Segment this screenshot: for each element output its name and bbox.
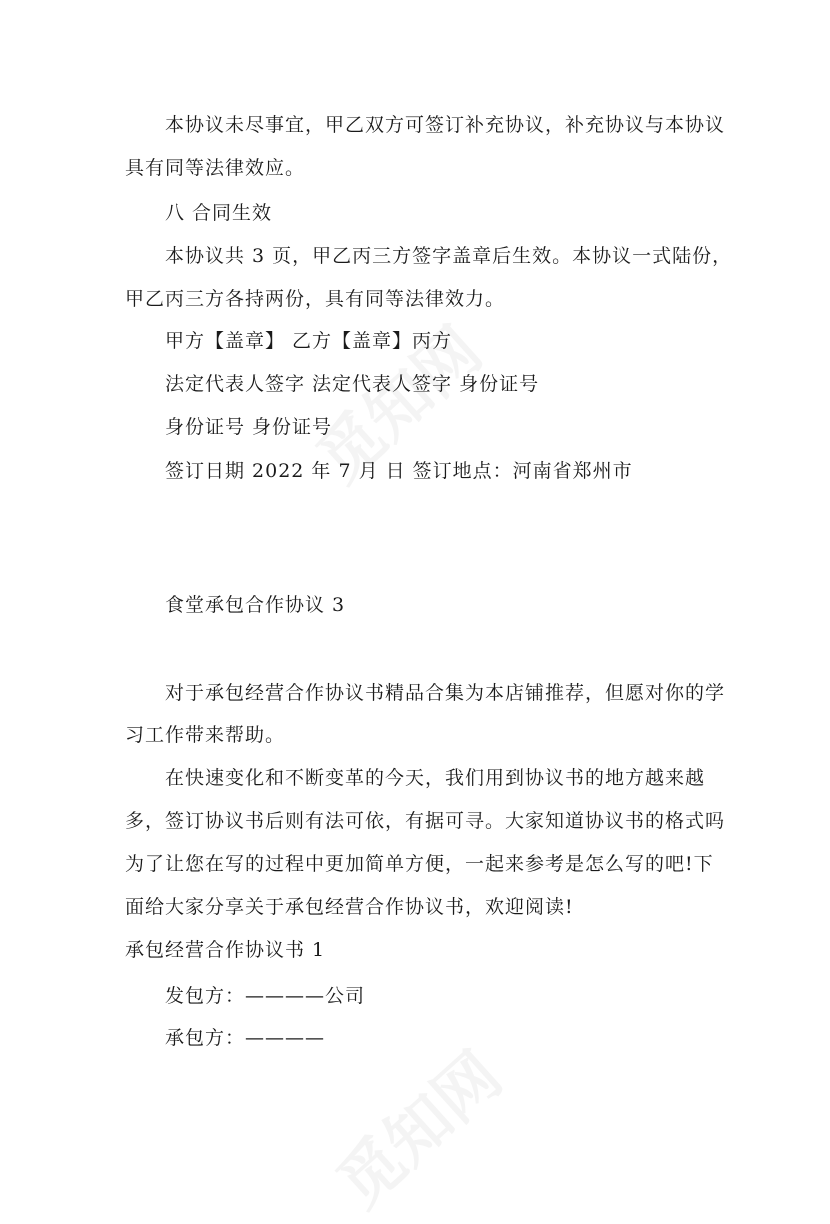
party-contractor-line: 承包方：————: [165, 1027, 326, 1049]
intro-paragraph-line-2: 习工作带来帮助。: [125, 724, 286, 746]
signature-representative-line: 法定代表人签字 法定代表人签字 身份证号: [165, 373, 540, 395]
change-paragraph-line-2: 多，签订协议书后则有法可依，有据可寻。大家知道协议书的格式吗: [125, 810, 726, 832]
supplement-paragraph-line-2: 具有同等法律效应。: [125, 157, 306, 179]
signature-id-line: 身份证号 身份证号: [165, 416, 333, 438]
agreement-title: 食堂承包合作协议 3: [165, 594, 346, 616]
supplement-paragraph-line-1: 本协议未尽事宜，甲乙双方可签订补充协议，补充协议与本协议: [165, 114, 726, 136]
watermark-lower: [314, 1028, 518, 1224]
signature-seal-line: 甲方【盖章】 乙方【盖章】丙方: [165, 330, 453, 352]
intro-paragraph-line-1: 对于承包经营合作协议书精品合集为本店铺推荐，但愿对你的学: [165, 682, 726, 704]
signing-date-place-line: 签订日期 2022 年 7 月 日 签订地点：河南省郑州市: [165, 460, 633, 482]
party-issuer-line: 发包方：————公司: [165, 985, 366, 1007]
change-paragraph-line-3: 为了让您在写的过程中更加简单方便，一起来参考是怎么写的吧!下: [125, 853, 714, 875]
section-heading-effective: 八 合同生效: [165, 202, 273, 224]
change-paragraph-line-1: 在快速变化和不断变革的今天，我们用到协议书的地方越来越: [165, 767, 706, 789]
change-paragraph-line-4: 面给大家分享关于承包经营合作协议书，欢迎阅读!: [125, 896, 574, 918]
pages-paragraph-line-1: 本协议共 3 页，甲乙丙三方签字盖章后生效。本协议一式陆份，: [165, 245, 733, 267]
pages-paragraph-line-2: 甲乙丙三方各持两份，具有同等法律效力。: [125, 288, 506, 310]
contract-subtitle: 承包经营合作协议书 1: [125, 939, 326, 961]
